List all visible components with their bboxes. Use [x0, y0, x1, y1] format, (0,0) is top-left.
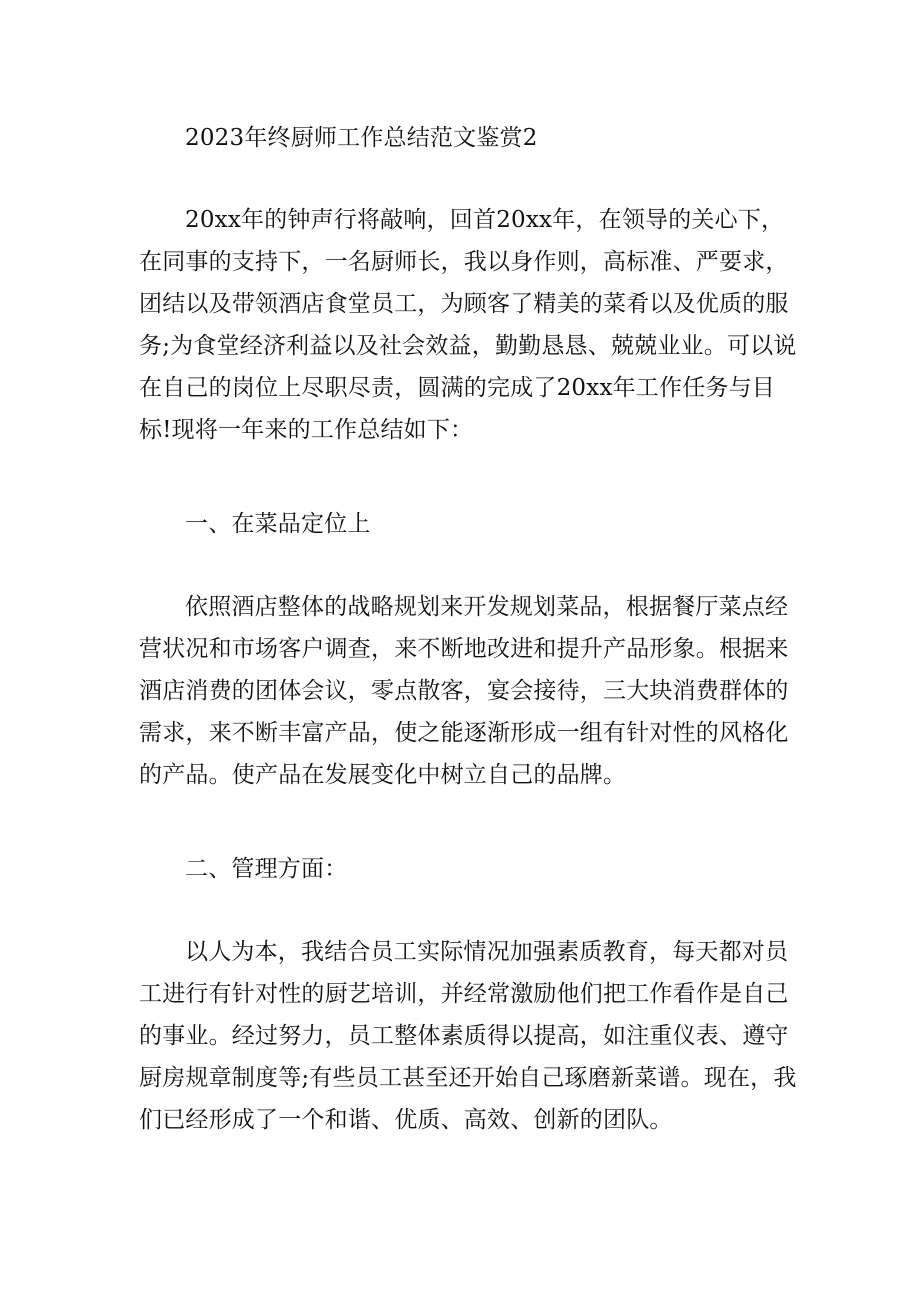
section-body-menu-positioning: 依照酒店整体的战略规划来开发规划菜品，根据餐厅菜点经营状况和市场客户调查，来不断地改进和提升产品形象。根据来酒店消费的团体会议，零点散客，宴会接待，三大块消费群体的需求，来不断丰富产品，使之能逐渐形成一组有针对性的风格化的产品。使产品在发展变化中树立自己的品牌。: [139, 594, 789, 788]
section-body-management: 以人为本，我结合员工实际情况加强素质教育，每天都对员工进行有针对性的厨艺培训，并经常激励他们把工作看作是自己的事业。经过努力，员工整体素质得以提高，如注重仪表、遵守厨房规章制度等;有些员工甚至还开始自己琢磨新菜谱。现在，我们已经形成了一个和谐、优质、高效、创新的团队。: [139, 939, 797, 1133]
section-heading-menu-positioning: 一、在菜品定位上: [185, 511, 371, 537]
document-title: 2023年终厨师工作总结范文鉴赏2: [185, 125, 538, 151]
section-heading-management: 二、管理方面：: [185, 856, 348, 882]
intro-paragraph: 20xx年的钟声行将敲响，回首20xx年，在领导的关心下，在同事的支持下，一名厨师长，我以身作则，高标准、严要求，团结以及带领酒店食堂员工，为顾客了精美的菜肴以及优质的服务;为食堂经济利益以及社会效益，勤勤恳恳、兢兢业业。可以说在自己的岗位上尽职尽责，圆满的完成了20xx年工作任务与目标!现将一年来的工作总结如下：: [139, 207, 797, 443]
